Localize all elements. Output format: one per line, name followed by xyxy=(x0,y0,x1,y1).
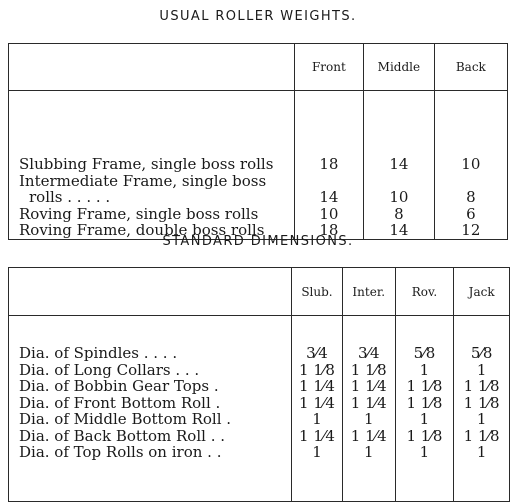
slub-values-column xyxy=(292,316,343,502)
dimension-label: Dia. of Middle Bottom Roll . xyxy=(19,410,232,428)
rov-value: 1 1⁄8 xyxy=(406,393,443,412)
middle-values-column xyxy=(364,91,435,240)
rov-value: 1 xyxy=(419,410,430,428)
inter-value: 1 xyxy=(363,443,374,461)
inter-value: 1 1⁄4 xyxy=(350,393,387,412)
roller-weights-table xyxy=(8,43,508,240)
standard-dimensions-header-row xyxy=(9,268,510,316)
dimension-label: Dia. of Spindles . . . . xyxy=(19,344,178,362)
rov-value: 1 1⁄8 xyxy=(406,377,443,395)
header-jack: Jack xyxy=(454,268,510,316)
middle-value: 8 xyxy=(394,204,404,223)
rov-values-column xyxy=(395,316,454,502)
header-rov: Rov. xyxy=(395,268,454,316)
roller-weights-body-row xyxy=(9,91,508,240)
slub-value: 1 1⁄8 xyxy=(299,360,335,379)
inter-value: 1 1⁄4 xyxy=(350,377,387,395)
back-value: 6 xyxy=(466,204,476,223)
inter-value: 3⁄4 xyxy=(357,344,380,362)
rov-value: 1 1⁄8 xyxy=(406,426,443,445)
blank-header-cell xyxy=(9,268,292,316)
frame-label: Roving Frame, single boss rolls xyxy=(19,204,259,223)
dimension-label: Dia. of Back Bottom Roll . . xyxy=(19,426,226,445)
front-values-column xyxy=(294,91,363,240)
frame-label: Roving Frame, double boss rolls xyxy=(19,221,265,239)
header-middle: Middle xyxy=(364,44,435,91)
frame-label-continued: rolls . . . . . xyxy=(29,188,111,206)
frame-labels-column xyxy=(9,91,295,240)
front-value: 18 xyxy=(319,155,339,173)
rov-value: 5⁄8 xyxy=(413,344,436,362)
inter-value: 1 1⁄4 xyxy=(350,426,387,445)
dimension-label: Dia. of Long Collars . . . xyxy=(19,360,200,379)
rov-value: 1 xyxy=(419,360,430,379)
jack-value: 1 xyxy=(476,443,487,461)
inter-values-column xyxy=(342,316,395,502)
jack-value: 5⁄8 xyxy=(470,344,493,362)
dimension-labels-column xyxy=(9,316,292,502)
jack-values-column xyxy=(454,316,510,502)
middle-value: 14 xyxy=(389,155,409,173)
slub-value: 1 xyxy=(312,410,322,428)
dimension-label: Dia. of Top Rolls on iron . . xyxy=(19,443,222,461)
header-slub: Slub. xyxy=(292,268,343,316)
frame-label: Slubbing Frame, single boss rolls xyxy=(19,155,274,173)
header-front: Front xyxy=(294,44,363,91)
roller-weights-title: USUAL ROLLER WEIGHTS. xyxy=(159,9,357,24)
blank-header-cell xyxy=(9,44,295,91)
slub-value: 1 1⁄4 xyxy=(299,377,335,395)
back-value: 10 xyxy=(461,155,481,173)
standard-dimensions-title: STANDARD DIMENSIONS. xyxy=(162,234,354,249)
front-value: 10 xyxy=(319,204,339,223)
jack-value: 1 1⁄8 xyxy=(463,377,500,395)
front-value: 18 xyxy=(319,221,339,239)
jack-value: 1 1⁄8 xyxy=(463,426,500,445)
standard-dimensions-body-row xyxy=(9,316,510,502)
slub-value: 1 1⁄4 xyxy=(299,393,335,412)
front-value: 14 xyxy=(319,188,339,206)
rov-value: 1 xyxy=(419,443,430,461)
dimension-label: Dia. of Front Bottom Roll . xyxy=(19,393,221,412)
frame-label: Intermediate Frame, single boss xyxy=(19,171,267,190)
dimension-label: Dia. of Bobbin Gear Tops . xyxy=(19,377,219,395)
middle-value: 10 xyxy=(389,188,409,206)
roller-weights-header-row xyxy=(9,44,508,91)
back-value: 8 xyxy=(466,188,476,206)
header-back: Back xyxy=(434,44,507,91)
jack-value: 1 1⁄8 xyxy=(463,393,500,412)
slub-value: 1 xyxy=(312,443,322,461)
jack-value: 1 xyxy=(476,410,487,428)
standard-dimensions-table xyxy=(8,267,510,502)
jack-value: 1 xyxy=(476,360,487,379)
inter-value: 1 1⁄8 xyxy=(350,360,387,379)
slub-value: 3⁄4 xyxy=(306,344,328,362)
middle-value: 14 xyxy=(389,221,409,239)
slub-value: 1 1⁄4 xyxy=(299,426,335,445)
back-value: 12 xyxy=(461,221,481,239)
inter-value: 1 xyxy=(363,410,374,428)
back-values-column xyxy=(434,91,507,240)
header-inter: Inter. xyxy=(342,268,395,316)
